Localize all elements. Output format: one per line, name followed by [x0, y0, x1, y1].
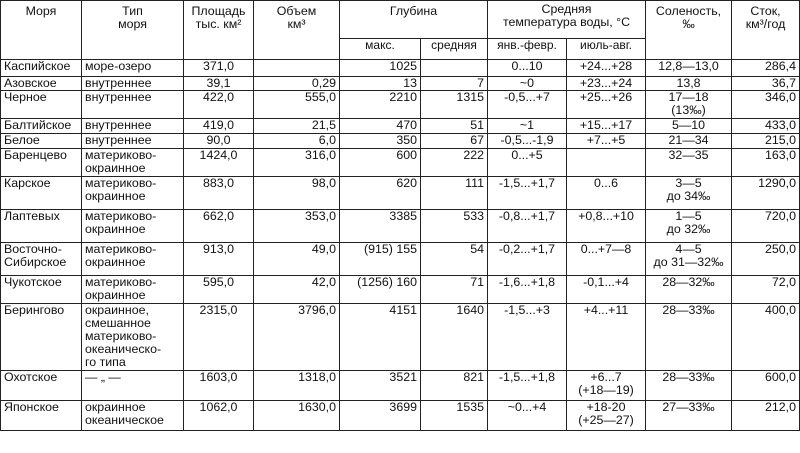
header-depth-max: макс.: [340, 39, 421, 60]
cell-type: внутреннее: [82, 91, 184, 119]
cell-depth-max: 4151: [340, 304, 421, 371]
cell-temp-jan: 0...+5: [488, 149, 567, 177]
table-row: [1, 210, 800, 243]
cell-type: материково- окраинное: [82, 149, 184, 177]
table-row: [1, 60, 800, 77]
cell-volume: 1630,0: [254, 401, 340, 431]
cell-type: внутреннее: [82, 119, 184, 134]
cell-depth-avg: 1315: [421, 91, 488, 119]
header-salinity: Соленость, ‰: [646, 1, 732, 60]
cell-depth-avg: 821: [421, 371, 488, 401]
cell-depth-max: 3521: [340, 371, 421, 401]
cell-type: внутреннее: [82, 77, 184, 91]
cell-runoff: 1290,0: [732, 177, 800, 210]
cell-type: материково- окраинное: [82, 177, 184, 210]
cell-temp-jul: +0,8...+10: [567, 210, 646, 243]
header-depth: Глубина: [340, 1, 488, 39]
cell-temp-jul: 0...6: [567, 177, 646, 210]
cell-type: окраинное, смешанное материково- океаническо- го типа: [82, 304, 184, 371]
cell-temp-jul: +25...+26: [567, 91, 646, 119]
cell-runoff: 600,0: [732, 371, 800, 401]
cell-salinity: 12,8—13,0: [646, 60, 732, 77]
cell-salinity: 3—5 до 34‰: [646, 177, 732, 210]
cell-sea: Каспийское: [1, 60, 82, 77]
cell-runoff: 720,0: [732, 210, 800, 243]
cell-depth-max: (1256) 160: [340, 276, 421, 304]
cell-volume: 316,0: [254, 149, 340, 177]
cell-depth-avg: 54: [421, 243, 488, 276]
cell-depth-max: (915) 155: [340, 243, 421, 276]
cell-sea: Чукотское: [1, 276, 82, 304]
cell-temp-jan: ~1: [488, 119, 567, 134]
cell-sea: Японское: [1, 401, 82, 431]
table-row: [1, 243, 800, 276]
cell-depth-avg: 533: [421, 210, 488, 243]
cell-sea: Берингово: [1, 304, 82, 371]
cell-volume: 3796,0: [254, 304, 340, 371]
cell-salinity: 27—33‰: [646, 401, 732, 431]
cell-sea: Азовское: [1, 77, 82, 91]
table-body: [1, 60, 800, 431]
cell-sea: Охотское: [1, 371, 82, 401]
cell-temp-jan: -0,8...+1,7: [488, 210, 567, 243]
cell-area: 371,0: [184, 60, 254, 77]
table-row: [1, 276, 800, 304]
cell-area: 419,0: [184, 119, 254, 134]
cell-sea: Баренцево: [1, 149, 82, 177]
cell-temp-jul: +4...+11: [567, 304, 646, 371]
cell-salinity: 21—34: [646, 134, 732, 149]
cell-temp-jan: -1,5...+3: [488, 304, 567, 371]
table-row: [1, 91, 800, 119]
cell-volume: 6,0: [254, 134, 340, 149]
cell-salinity: 1—5 до 32‰: [646, 210, 732, 243]
cell-salinity: 28—33‰: [646, 371, 732, 401]
cell-temp-jul: +7...+5: [567, 134, 646, 149]
cell-temp-jul: +18-20 (+25—27): [567, 401, 646, 431]
cell-runoff: 286,4: [732, 60, 800, 77]
cell-volume: 555,0: [254, 91, 340, 119]
cell-depth-avg: [421, 60, 488, 77]
cell-area: 2315,0: [184, 304, 254, 371]
cell-area: 90,0: [184, 134, 254, 149]
cell-temp-jan: ~0: [488, 77, 567, 91]
cell-runoff: 400,0: [732, 304, 800, 371]
cell-runoff: 250,0: [732, 243, 800, 276]
cell-salinity: 17—18 (13‰): [646, 91, 732, 119]
header-type: Тип моря: [82, 1, 184, 60]
cell-depth-max: 2210: [340, 91, 421, 119]
cell-temp-jan: -0,5...-1,9: [488, 134, 567, 149]
header-temp-jan: янв.-февр.: [488, 39, 567, 60]
header-area: Площадь тыс. км²: [184, 1, 254, 60]
cell-area: 1424,0: [184, 149, 254, 177]
cell-temp-jan: -0,5...+7: [488, 91, 567, 119]
header-sea: Моря: [1, 1, 82, 60]
cell-depth-max: 1025: [340, 60, 421, 77]
cell-sea: Черное: [1, 91, 82, 119]
cell-temp-jul: +24...+28: [567, 60, 646, 77]
cell-sea: Белое: [1, 134, 82, 149]
cell-runoff: 36,7: [732, 77, 800, 91]
cell-volume: 353,0: [254, 210, 340, 243]
cell-temp-jul: +15...+17: [567, 119, 646, 134]
cell-salinity: 28—32‰: [646, 276, 732, 304]
cell-depth-avg: 111: [421, 177, 488, 210]
header-runoff: Сток, км³/год: [732, 1, 800, 60]
cell-depth-max: 350: [340, 134, 421, 149]
table-row: [1, 177, 800, 210]
cell-sea: Балтийское: [1, 119, 82, 134]
cell-runoff: 163,0: [732, 149, 800, 177]
cell-salinity: 4—5 до 31—32‰: [646, 243, 732, 276]
table-row: [1, 371, 800, 401]
cell-volume: 0,29: [254, 77, 340, 91]
table-row: [1, 149, 800, 177]
header-temperature: Средняя температура воды, °С: [488, 1, 646, 39]
cell-temp-jul: +23...+24: [567, 77, 646, 91]
cell-volume: 1318,0: [254, 371, 340, 401]
cell-depth-max: 470: [340, 119, 421, 134]
cell-type: материково- окраинное: [82, 210, 184, 243]
cell-runoff: 215,0: [732, 134, 800, 149]
cell-runoff: 346,0: [732, 91, 800, 119]
cell-runoff: 72,0: [732, 276, 800, 304]
cell-sea: Восточно- Сибирское: [1, 243, 82, 276]
cell-type: — „ —: [82, 371, 184, 401]
cell-salinity: 13,8: [646, 77, 732, 91]
header-row: [1, 1, 800, 39]
cell-area: 883,0: [184, 177, 254, 210]
cell-type: окраинное океаническое: [82, 401, 184, 431]
table-row: [1, 119, 800, 134]
cell-temp-jan: -1,5...+1,8: [488, 371, 567, 401]
cell-salinity: 5—10: [646, 119, 732, 134]
cell-type: материково- окраинное: [82, 243, 184, 276]
cell-volume: 98,0: [254, 177, 340, 210]
cell-area: 422,0: [184, 91, 254, 119]
cell-area: 595,0: [184, 276, 254, 304]
cell-sea: Лаптевых: [1, 210, 82, 243]
cell-depth-avg: 1640: [421, 304, 488, 371]
cell-runoff: 433,0: [732, 119, 800, 134]
cell-type: внутреннее: [82, 134, 184, 149]
cell-depth-avg: 7: [421, 77, 488, 91]
cell-sea: Карское: [1, 177, 82, 210]
cell-depth-max: 600: [340, 149, 421, 177]
cell-volume: 21,5: [254, 119, 340, 134]
cell-temp-jul: [567, 149, 646, 177]
cell-depth-avg: 71: [421, 276, 488, 304]
cell-depth-avg: 222: [421, 149, 488, 177]
cell-area: 1062,0: [184, 401, 254, 431]
cell-salinity: 32—35: [646, 149, 732, 177]
cell-depth-max: 620: [340, 177, 421, 210]
cell-area: 913,0: [184, 243, 254, 276]
header-temp-jul: июль-авг.: [567, 39, 646, 60]
cell-type: море-озеро: [82, 60, 184, 77]
cell-depth-avg: 1535: [421, 401, 488, 431]
table-row: [1, 401, 800, 431]
cell-depth-max: 13: [340, 77, 421, 91]
cell-area: 39,1: [184, 77, 254, 91]
cell-temp-jan: 0...10: [488, 60, 567, 77]
cell-temp-jul: 0...+7—8: [567, 243, 646, 276]
cell-temp-jan: -0,2...+1,7: [488, 243, 567, 276]
cell-depth-max: 3699: [340, 401, 421, 431]
cell-depth-avg: 51: [421, 119, 488, 134]
cell-area: 1603,0: [184, 371, 254, 401]
table-row: [1, 304, 800, 371]
cell-volume: [254, 60, 340, 77]
cell-depth-max: 3385: [340, 210, 421, 243]
cell-volume: 49,0: [254, 243, 340, 276]
cell-depth-avg: 67: [421, 134, 488, 149]
table-row: [1, 77, 800, 91]
cell-temp-jan: -1,6...+1,8: [488, 276, 567, 304]
cell-salinity: 28—33‰: [646, 304, 732, 371]
cell-area: 662,0: [184, 210, 254, 243]
cell-volume: 42,0: [254, 276, 340, 304]
cell-temp-jul: +6...7 (+18—19): [567, 371, 646, 401]
cell-runoff: 212,0: [732, 401, 800, 431]
header-depth-avg: средняя: [421, 39, 488, 60]
cell-type: материково- окраинное: [82, 276, 184, 304]
cell-temp-jan: ~0...+4: [488, 401, 567, 431]
cell-temp-jul: -0,1...+4: [567, 276, 646, 304]
header-volume: Объем км³: [254, 1, 340, 60]
cell-temp-jan: -1,5...+1,7: [488, 177, 567, 210]
table-row: [1, 134, 800, 149]
